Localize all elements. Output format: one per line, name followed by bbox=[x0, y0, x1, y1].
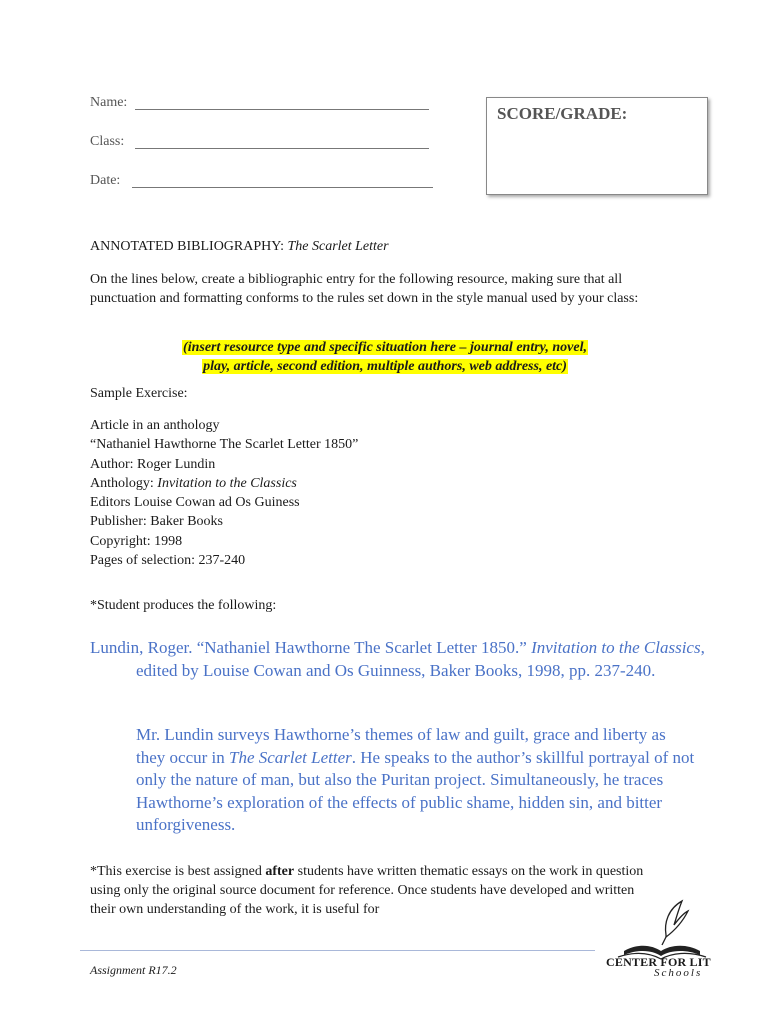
citation-anthology-title: Invitation to the Classics bbox=[531, 638, 701, 657]
annotation-paragraph bbox=[136, 724, 696, 837]
detail-publisher: Publisher: Baker Books bbox=[90, 514, 223, 530]
resource-placeholder bbox=[90, 338, 680, 376]
sample-exercise-label: Sample Exercise: bbox=[90, 386, 188, 401]
placeholder-line-2: play, article, second edition, multiple authors, web address, etc) bbox=[203, 359, 567, 374]
detail-copyright: Copyright: 1998 bbox=[90, 533, 183, 549]
detail-pages: Pages of selection: 237-240 bbox=[90, 553, 246, 569]
heading-prefix: ANNOTATED BIBLIOGRAPHY: bbox=[90, 239, 284, 254]
detail-anthology-title: Invitation to the Classics bbox=[157, 475, 297, 491]
detail-anthology-label: Anthology: bbox=[90, 475, 154, 491]
detail-anthology bbox=[90, 474, 358, 493]
detail-type: Article in an anthology bbox=[90, 418, 220, 433]
page-title bbox=[90, 239, 389, 255]
name-label: Name: bbox=[90, 95, 128, 110]
date-line[interactable] bbox=[132, 187, 433, 188]
instructions-paragraph: On the lines below, create a bibliographic entry for the following resource, making sure that all punctuation and formatting conforms to the rules set down in the style manual used by your class: bbox=[90, 272, 639, 306]
detail-article-title: “Nathaniel Hawthorne The Scarlet Letter 1850” bbox=[90, 437, 359, 453]
note-bold-after: after bbox=[265, 864, 295, 879]
assignment-number: Assignment R17.2 bbox=[90, 963, 177, 977]
citation-part-2: , edited by Louise Cowan and Os Guinness, Baker Books, 1998, pp. 237-240. bbox=[136, 638, 705, 680]
annotation-book-title: The Scarlet Letter bbox=[229, 747, 352, 767]
footer-divider bbox=[80, 950, 595, 951]
logo-text-line-2: Schools bbox=[654, 967, 703, 979]
annotation-part-2: . He speaks to the author’s skillful portrayal of not only the nature of man, but also the Puritan project. Simultaneously, he traces Hawthorne’s exploration of the effects of public shame, hidden sin, and bitter unforgiveness. bbox=[136, 747, 695, 834]
heading-book-title: The Scarlet Letter bbox=[287, 239, 389, 254]
score-grade-label: SCORE/GRADE: bbox=[497, 104, 628, 123]
annotation-part-1: Mr. Lundin surveys Hawthorne’s themes of law and guilt, grace and liberty as they occur in bbox=[136, 725, 666, 767]
citation-entry bbox=[90, 637, 736, 682]
logo-text-line-1: CENTER FOR LIT bbox=[606, 955, 711, 969]
score-grade-box bbox=[486, 97, 708, 195]
placeholder-line-1: (insert resource type and specific situation here – journal entry, novel, bbox=[183, 340, 587, 355]
date-label: Date: bbox=[90, 173, 121, 188]
assignment-note bbox=[90, 862, 650, 919]
note-part-1: *This exercise is best assigned bbox=[90, 864, 262, 879]
resource-details bbox=[90, 416, 358, 570]
class-line[interactable] bbox=[135, 148, 429, 149]
note-part-2: students have written thematic essays on the work in question using only the original source document for reference. Once students have developed and written their own understanding of the work, it is useful for bbox=[90, 864, 644, 917]
center-for-lit-logo bbox=[604, 895, 719, 985]
citation-part-1: Lundin, Roger. “Nathaniel Hawthorne The Scarlet Letter 1850.” bbox=[90, 638, 527, 657]
name-line[interactable] bbox=[135, 109, 429, 110]
detail-editors: Editors Louise Cowan ad Os Guiness bbox=[90, 495, 300, 511]
student-produces-label: *Student produces the following: bbox=[90, 598, 277, 613]
class-label: Class: bbox=[90, 134, 125, 149]
detail-author: Author: Roger Lundin bbox=[90, 456, 216, 472]
